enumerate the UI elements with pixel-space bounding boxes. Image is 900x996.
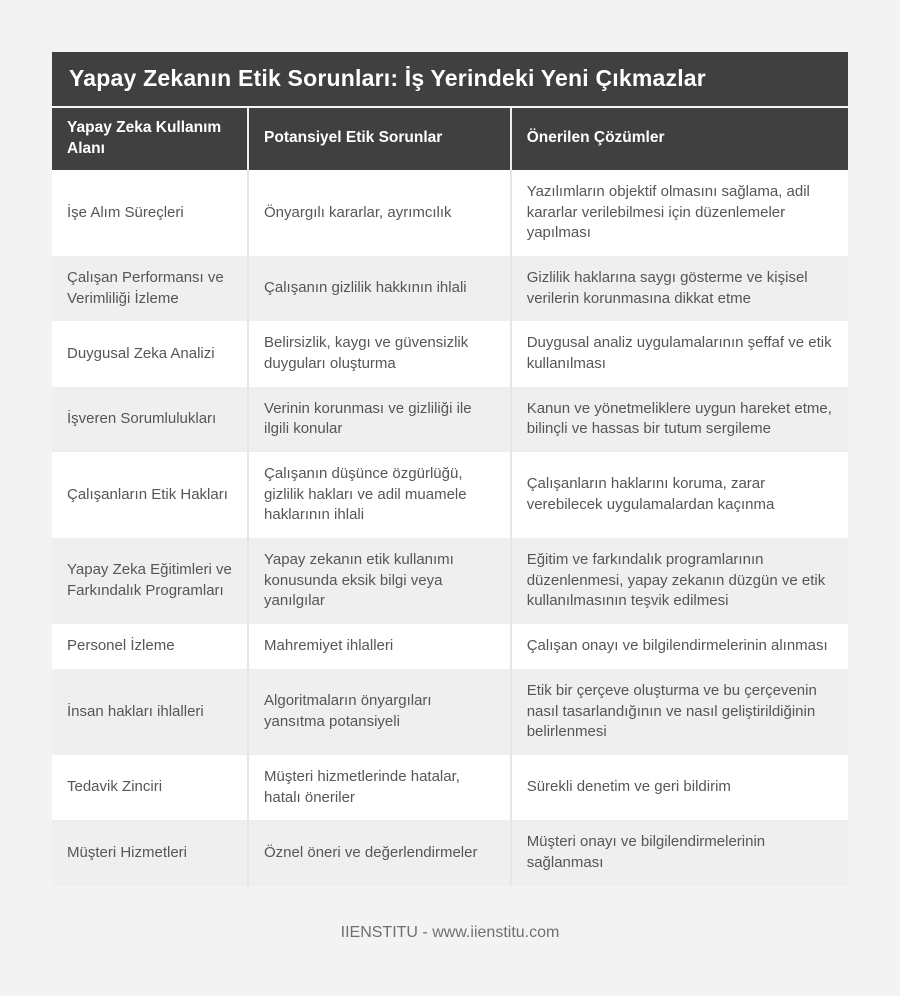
cell-ethic-issue: Çalışanın düşünce özgürlüğü, gizlilik hakları ve adil muamele haklarının ihlali bbox=[247, 452, 510, 538]
cell-ethic-issue: Algoritmaların önyargıları yansıtma potansiyeli bbox=[247, 669, 510, 755]
cell-ethic-issue: Önyargılı kararlar, ayrımcılık bbox=[247, 170, 510, 256]
cell-usage-area: Personel İzleme bbox=[67, 637, 175, 655]
table-row bbox=[52, 820, 848, 885]
cell-usage-area: Yapay Zeka Eğitimleri ve Farkındalık Programları bbox=[67, 561, 232, 600]
table-row bbox=[52, 387, 848, 452]
cell-solution: Çalışanların haklarını koruma, zarar verebilecek uygulamalardan kaçınma bbox=[510, 452, 848, 538]
table-row bbox=[52, 321, 848, 386]
cell-usage-area: Çalışan Performansı ve Verimliliği İzleme bbox=[67, 268, 224, 307]
cell-usage-area: İnsan hakları ihlalleri bbox=[67, 702, 204, 720]
cell-solution: Müşteri onayı ve bilgilendirmelerinin sağlanması bbox=[510, 820, 848, 885]
table-row bbox=[52, 669, 848, 755]
column-header-usage-area: Yapay Zeka Kullanım Alanı bbox=[52, 108, 247, 170]
cell-solution: Etik bir çerçeve oluşturma ve bu çerçevenin nasıl tasarlandığının ve nasıl geliştirildiğinin belirlenmesi bbox=[510, 669, 848, 755]
content-card bbox=[52, 52, 848, 886]
cell-ethic-issue: Müşteri hizmetlerinde hatalar, hatalı öneriler bbox=[247, 755, 510, 820]
footer-credit: IIENSTITU - www.iienstitu.com bbox=[340, 924, 560, 941]
page-title: Yapay Zekanın Etik Sorunları: İş Yerindeki Yeni Çıkmazlar bbox=[52, 52, 848, 108]
table-row bbox=[52, 624, 848, 669]
cell-usage-area: Müşteri Hizmetleri bbox=[67, 843, 188, 861]
cell-ethic-issue: Yapay zekanın etik kullanımı konusunda eksik bilgi veya yanılgılar bbox=[247, 538, 510, 624]
cell-solution: Gizlilik haklarına saygı gösterme ve kişisel verilerin korunmasına dikkat etme bbox=[510, 256, 848, 321]
cell-solution: Çalışan onayı ve bilgilendirmelerinin alınması bbox=[510, 624, 848, 669]
column-header-ethic-issues: Potansiyel Etik Sorunlar bbox=[247, 108, 510, 170]
cell-solution: Kanun ve yönetmeliklere uygun hareket etme, bilinçli ve hassas bir tutum sergileme bbox=[510, 387, 848, 452]
cell-solution: Sürekli denetim ve geri bildirim bbox=[510, 755, 848, 820]
column-header-solutions: Önerilen Çözümler bbox=[510, 108, 848, 170]
table-row bbox=[52, 170, 848, 256]
cell-usage-area: İşe Alım Süreçleri bbox=[67, 203, 184, 221]
ethics-table bbox=[52, 108, 848, 886]
cell-usage-area: İşveren Sorumlulukları bbox=[67, 410, 217, 427]
table-row bbox=[52, 452, 848, 538]
cell-solution: Eğitim ve farkındalık programlarının düzenlenmesi, yapay zekanın düzgün ve etik kullanılmasının teşvik edilmesi bbox=[510, 538, 848, 624]
cell-ethic-issue: Çalışanın gizlilik hakkının ihlali bbox=[247, 256, 510, 321]
cell-solution: Yazılımların objektif olmasını sağlama, adil kararlar verilebilmesi için düzenlemeler yapılması bbox=[510, 170, 848, 256]
cell-ethic-issue: Mahremiyet ihlalleri bbox=[247, 624, 510, 669]
table-row bbox=[52, 755, 848, 820]
cell-ethic-issue: Öznel öneri ve değerlendirmeler bbox=[247, 820, 510, 885]
cell-ethic-issue: Belirsizlik, kaygı ve güvensizlik duyguları oluşturma bbox=[247, 321, 510, 386]
cell-solution: Duygusal analiz uygulamalarının şeffaf ve etik kullanılması bbox=[510, 321, 848, 386]
cell-usage-area: Duygusal Zeka Analizi bbox=[67, 344, 215, 362]
table-header-row bbox=[52, 108, 848, 170]
table-row bbox=[52, 256, 848, 321]
cell-usage-area: Tedavik Zinciri bbox=[67, 778, 163, 796]
cell-ethic-issue: Verinin korunması ve gizliliği ile ilgili konular bbox=[247, 387, 510, 452]
table-row bbox=[52, 538, 848, 624]
cell-usage-area: Çalışanların Etik Hakları bbox=[67, 485, 228, 503]
